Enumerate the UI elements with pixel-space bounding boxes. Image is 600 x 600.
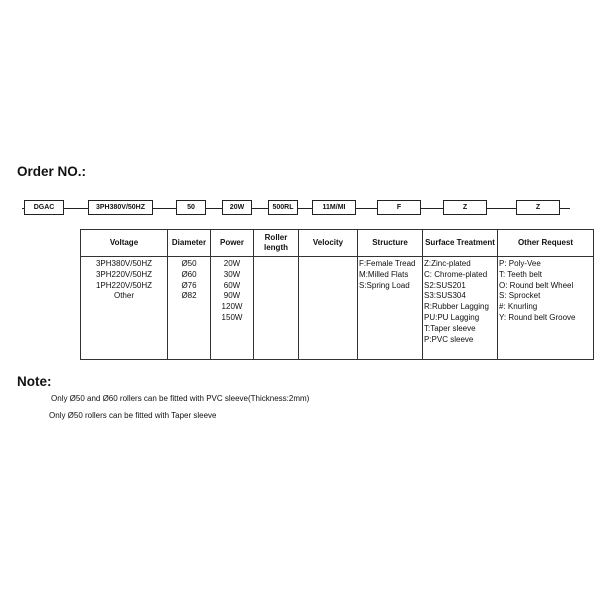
code-chip-velocity: 11M/MI	[312, 200, 356, 215]
list-item: S3:SUS304	[424, 291, 466, 301]
header-roller-length: Roller length	[254, 230, 299, 257]
list-item: PU:PU Lagging	[424, 312, 480, 322]
list-item: Ø82	[181, 291, 197, 301]
code-chip-power: 20W	[222, 200, 252, 215]
table-row	[81, 257, 594, 360]
list-item: T: Teeth belt	[499, 269, 542, 279]
header-surface-treatment: Surface Treatment	[423, 230, 498, 257]
header-other-request: Other Request	[498, 230, 594, 257]
list-item: P: Poly-Vee	[499, 259, 541, 268]
list-item: R:Rubber Lagging	[424, 302, 489, 312]
code-chip-series: DGAC	[24, 200, 64, 215]
other-request-cell	[498, 257, 594, 360]
structure-cell	[358, 257, 423, 360]
list-item: 20W	[223, 259, 241, 268]
list-item: M:Milled Flats	[359, 269, 409, 279]
note-title: Note:	[17, 374, 52, 389]
voltage-cell	[81, 257, 168, 360]
header-voltage: Voltage	[81, 230, 168, 257]
list-item: S: Sprocket	[499, 291, 541, 301]
list-item: 120W	[221, 302, 243, 312]
code-chip-surface: Z	[443, 200, 487, 215]
header-diameter: Diameter	[168, 230, 211, 257]
list-item: Ø50	[181, 259, 197, 268]
note-line: Only Ø50 rollers can be fitted with Taper sleeve	[49, 411, 217, 420]
code-chip-diameter: 50	[176, 200, 206, 215]
list-item: 90W	[223, 291, 241, 301]
order-number-title: Order NO.:	[17, 164, 87, 179]
header-power: Power	[211, 230, 254, 257]
diameter-cell	[168, 257, 211, 360]
roller-length-cell	[254, 257, 299, 360]
list-item: F:Female Tread	[359, 259, 416, 268]
list-item: S:Spring Load	[359, 280, 410, 290]
surface-treatment-cell	[423, 257, 498, 360]
list-item: Other	[113, 291, 134, 301]
list-item: O: Round belt Wheel	[499, 280, 574, 290]
power-cell	[211, 257, 254, 360]
velocity-cell	[299, 257, 358, 360]
header-velocity: Velocity	[299, 230, 358, 257]
list-item: 60W	[223, 280, 241, 290]
list-item: 3PH220V/50HZ	[95, 269, 153, 279]
list-item: Y: Round belt Groove	[499, 312, 576, 322]
code-chip-roller-length: 500RL	[268, 200, 298, 215]
note-line: Only Ø50 and Ø60 rollers can be fitted with PVC sleeve(Thickness:2mm)	[51, 394, 310, 403]
header-structure: Structure	[358, 230, 423, 257]
list-item: 3PH380V/50HZ	[95, 259, 153, 268]
list-item: P:PVC sleeve	[424, 334, 474, 344]
list-item: 150W	[221, 312, 243, 322]
list-item: #: Knurling	[499, 302, 538, 312]
list-item: 1PH220V/50HZ	[95, 280, 153, 290]
list-item: 30W	[223, 269, 241, 279]
specification-table	[80, 229, 594, 360]
code-chip-voltage: 3PH380V/50HZ	[88, 200, 153, 215]
table-header-row	[81, 230, 594, 257]
list-item: Ø60	[181, 269, 197, 279]
code-chip-other: Z	[516, 200, 560, 215]
list-item: C: Chrome-plated	[424, 269, 488, 279]
list-item: Ø76	[181, 280, 197, 290]
list-item: Z:Zinc-plated	[424, 259, 471, 268]
code-chip-structure: F	[377, 200, 421, 215]
list-item: S2:SUS201	[424, 280, 466, 290]
list-item: T:Taper sleeve	[424, 323, 476, 333]
